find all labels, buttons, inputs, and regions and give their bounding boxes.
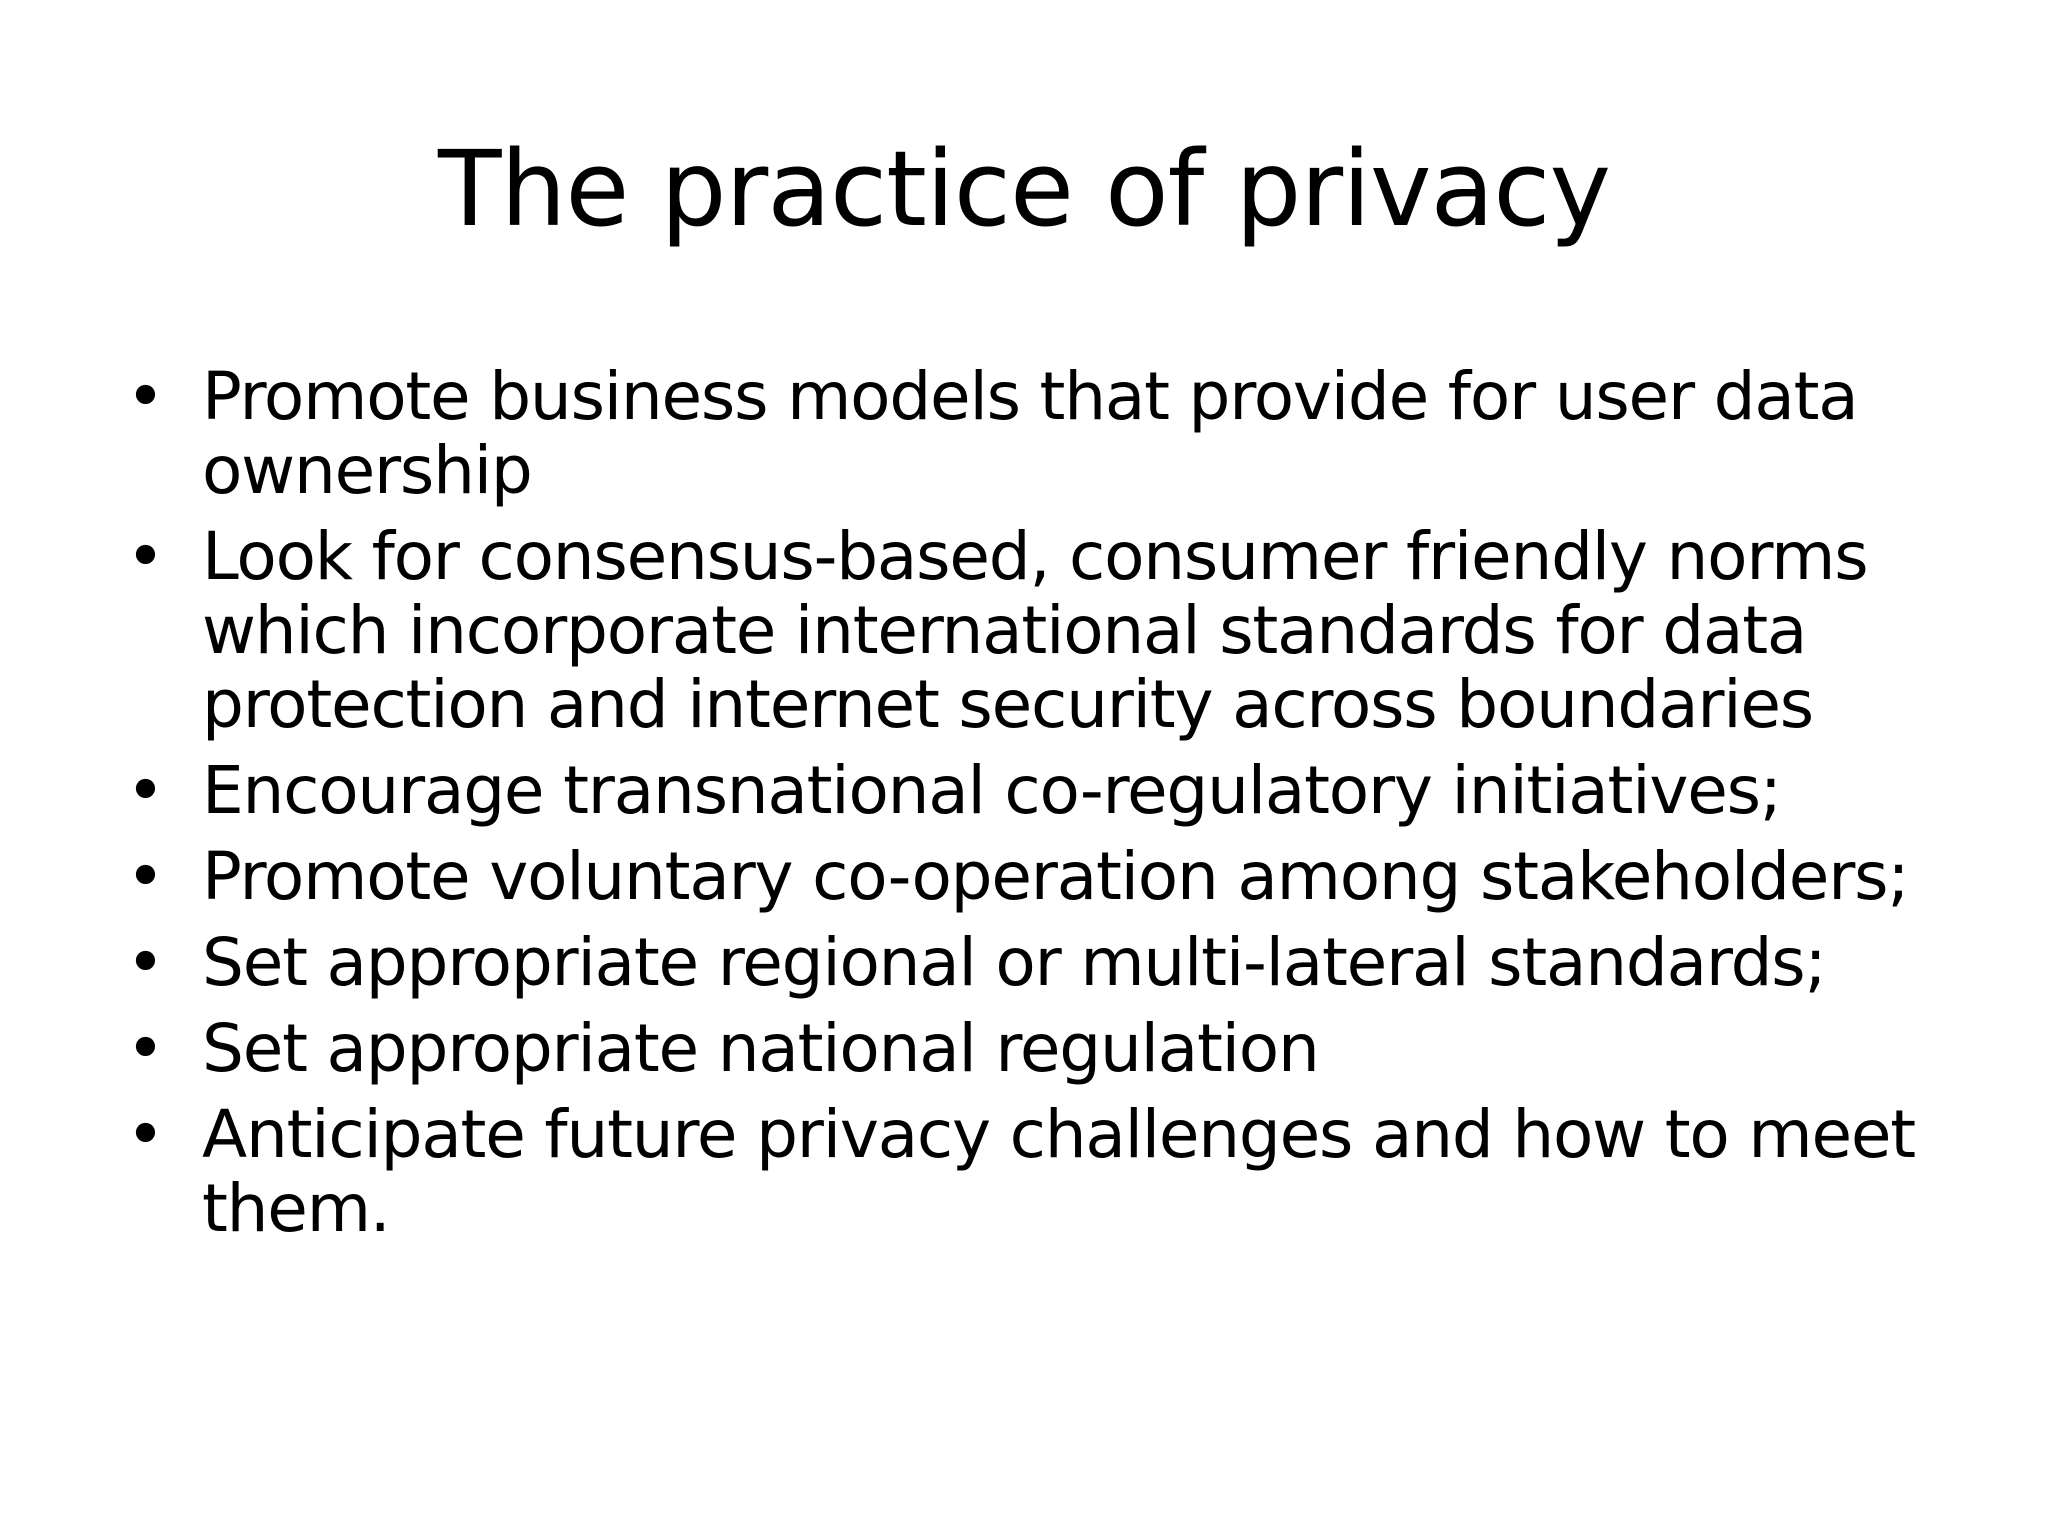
bullet-text: Encourage transnational co-regulatory initiatives; bbox=[202, 752, 1781, 829]
bullet-text: Look for consensus-based, consumer friendly norms which incorporate international standards for data protection and internet security across boundaries bbox=[202, 518, 1868, 743]
slide-title: The practice of privacy bbox=[437, 128, 1611, 250]
bullet-list bbox=[118, 360, 1968, 1258]
bullet-point-icon: • bbox=[126, 1010, 164, 1087]
bullet-point-icon: • bbox=[126, 1096, 164, 1173]
bullet-item bbox=[118, 1098, 1968, 1246]
bullet-item bbox=[118, 754, 1968, 828]
bullet-point-icon: • bbox=[126, 358, 164, 435]
bullet-point-icon: • bbox=[126, 752, 164, 829]
bullet-text: Promote business models that provide for user data ownership bbox=[202, 358, 1858, 509]
bullet-item bbox=[118, 1012, 1968, 1086]
bullet-item bbox=[118, 926, 1968, 1000]
bullet-item bbox=[118, 520, 1968, 742]
bullet-text: Promote voluntary co-operation among stakeholders; bbox=[202, 838, 1909, 915]
bullet-text: Set appropriate regional or multi-lateral standards; bbox=[202, 924, 1826, 1001]
bullet-text: Set appropriate national regulation bbox=[202, 1010, 1319, 1087]
bullet-point-icon: • bbox=[126, 518, 164, 595]
bullet-point-icon: • bbox=[126, 838, 164, 915]
bullet-text: Anticipate future privacy challenges and how to meet them. bbox=[202, 1096, 1915, 1247]
bullet-point-icon: • bbox=[126, 924, 164, 1001]
bullet-item bbox=[118, 360, 1968, 508]
bullet-item bbox=[118, 840, 1968, 914]
